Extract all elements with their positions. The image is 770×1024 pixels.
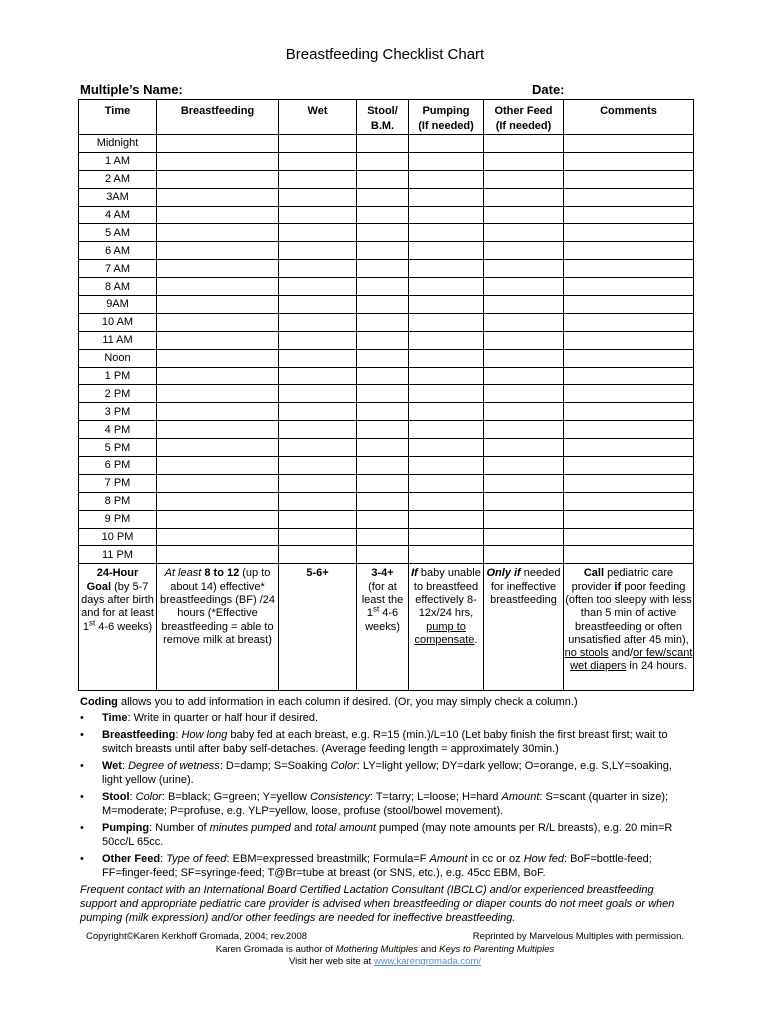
hour-row [79, 224, 694, 242]
hour-row [79, 474, 694, 492]
coding-stool: • Stool: Color: B=black; G=green; Y=yellow Consistency: T=tarry; L=loose; H=hard Amount: S=scant (quarter in size); M=moderate; P=profuse, e.g. YLP=yellow, loose, profuse (stool/bowel movement). [80, 791, 669, 817]
cell-wet[interactable] [279, 224, 357, 242]
cell-breastfeeding[interactable] [157, 546, 279, 564]
cell-comments[interactable] [564, 296, 694, 314]
coding-wet: • Wet: Degree of wetness: D=damp; S=Soaking Color: LY=light yellow; DY=dark yellow; O=orange, e.g. S,LY=soaking, light yellow (urine). [80, 760, 672, 786]
cell-wet[interactable] [279, 367, 357, 385]
col-header-stool: Stool/ B.M. [357, 100, 409, 135]
cell-stool[interactable] [357, 510, 409, 528]
hour-row [79, 152, 694, 170]
hour-row [79, 367, 694, 385]
cell-breastfeeding[interactable] [157, 492, 279, 510]
hour-row [79, 528, 694, 546]
cell-breastfeeding[interactable] [157, 135, 279, 153]
col-header-comments: Comments [564, 100, 694, 135]
cell-stool[interactable] [357, 206, 409, 224]
coding-intro: Coding allows you to add information in each column if desired. (Or, you may simply check a column.) [80, 696, 578, 708]
hour-label: 5 AM [79, 224, 157, 242]
cell-other-feed[interactable] [484, 260, 564, 278]
hour-label: 4 PM [79, 421, 157, 439]
cell-pumping[interactable] [409, 528, 484, 546]
cell-other-feed[interactable] [484, 403, 564, 421]
cell-wet[interactable] [279, 170, 357, 188]
cell-comments[interactable] [564, 528, 694, 546]
cell-other-feed[interactable] [484, 331, 564, 349]
cell-other-feed[interactable] [484, 152, 564, 170]
cell-stool[interactable] [357, 474, 409, 492]
cell-stool[interactable] [357, 457, 409, 475]
cell-breastfeeding[interactable] [157, 421, 279, 439]
cell-other-feed[interactable] [484, 385, 564, 403]
cell-pumping[interactable] [409, 135, 484, 153]
hour-label: 1 AM [79, 152, 157, 170]
hour-label: 8 PM [79, 492, 157, 510]
goal-other-feed-cell: Only if needed for ineffective breastfeeding [484, 564, 564, 691]
hour-row [79, 331, 694, 349]
coding-list [80, 711, 690, 880]
cell-breastfeeding[interactable] [157, 206, 279, 224]
coding-other-feed: • Other Feed: Type of feed: EBM=expressed breastmilk; Formula=F Amount in cc or oz How fed: BoF=bottle-feed; FF=finger-feed; SF=syringe-feed; T@Br=tube at breast (or SNS, etc.), e.g. 45cc EBM, BoF. [80, 853, 652, 879]
checklist-table [78, 99, 694, 691]
cell-stool[interactable] [357, 367, 409, 385]
cell-breastfeeding[interactable] [157, 260, 279, 278]
cell-other-feed[interactable] [484, 439, 564, 457]
cell-comments[interactable] [564, 546, 694, 564]
cell-stool[interactable] [357, 152, 409, 170]
cell-other-feed[interactable] [484, 457, 564, 475]
website-line: Visit her web site at www.karengromada.com/ [288, 956, 482, 967]
cell-other-feed[interactable] [484, 135, 564, 153]
cell-other-feed[interactable] [484, 528, 564, 546]
coding-section [80, 695, 690, 925]
cell-wet[interactable] [279, 546, 357, 564]
cell-breastfeeding[interactable] [157, 224, 279, 242]
cell-stool[interactable] [357, 278, 409, 296]
cell-wet[interactable] [279, 296, 357, 314]
col-header-other-feed: Other Feed (If needed) [484, 100, 564, 135]
cell-stool[interactable] [357, 242, 409, 260]
hour-label: 5 PM [79, 439, 157, 457]
cell-stool[interactable] [357, 135, 409, 153]
cell-pumping[interactable] [409, 457, 484, 475]
cell-wet[interactable] [279, 474, 357, 492]
hour-row [79, 457, 694, 475]
hour-row [79, 421, 694, 439]
cell-pumping[interactable] [409, 170, 484, 188]
hour-label: 3 PM [79, 403, 157, 421]
cell-comments[interactable] [564, 260, 694, 278]
cell-stool[interactable] [357, 188, 409, 206]
coding-pumping: • Pumping: Number of minutes pumped and total amount pumped (may note amounts per R/L breasts), e.g. 20 min=R 50cc/L 65cc. [80, 822, 673, 848]
cell-comments[interactable] [564, 349, 694, 367]
hour-label: 3AM [79, 188, 157, 206]
hour-row [79, 170, 694, 188]
cell-wet[interactable] [279, 457, 357, 475]
cell-pumping[interactable] [409, 510, 484, 528]
cell-wet[interactable] [279, 421, 357, 439]
col-header-pumping: Pumping (If needed) [409, 100, 484, 135]
ibclc-note: Frequent contact with an International Board Certified Lactation Consultant (IBCLC) and/or experienced breastfeeding support and appropriate pediatric care provider is advised when breastfeeding or diaper counts do not meet goals or when pumping (milk expression) and/or other feedings are needed for ineffective breastfeeding. [80, 884, 675, 924]
cell-stool[interactable] [357, 492, 409, 510]
col-header-wet: Wet [279, 100, 357, 135]
hour-row [79, 296, 694, 314]
cell-breastfeeding[interactable] [157, 188, 279, 206]
hour-label: 9AM [79, 296, 157, 314]
cell-stool[interactable] [357, 546, 409, 564]
hour-label: 11 PM [79, 546, 157, 564]
page-title: Breastfeeding Checklist Chart [285, 46, 485, 63]
cell-stool[interactable] [357, 170, 409, 188]
hour-row [79, 313, 694, 331]
cell-comments[interactable] [564, 421, 694, 439]
hour-label: Noon [79, 349, 157, 367]
hour-label: 10 PM [79, 528, 157, 546]
cell-wet[interactable] [279, 349, 357, 367]
cell-other-feed[interactable] [484, 206, 564, 224]
cell-wet[interactable] [279, 242, 357, 260]
cell-comments[interactable] [564, 188, 694, 206]
hour-label: 4 AM [79, 206, 157, 224]
copyright-text: Copyright©Karen Kerkhoff Gromada, 2004; rev.2008 [86, 931, 308, 942]
cell-comments[interactable] [564, 367, 694, 385]
hour-label: Midnight [79, 135, 157, 153]
coding-time: • Time: Write in quarter or half hour if desired. [80, 712, 319, 724]
cell-pumping[interactable] [409, 224, 484, 242]
cell-pumping[interactable] [409, 242, 484, 260]
cell-pumping[interactable] [409, 152, 484, 170]
cell-wet[interactable] [279, 510, 357, 528]
cell-wet[interactable] [279, 331, 357, 349]
hour-label: 8 AM [79, 278, 157, 296]
cell-stool[interactable] [357, 260, 409, 278]
cell-wet[interactable] [279, 152, 357, 170]
cell-stool[interactable] [357, 224, 409, 242]
cell-wet[interactable] [279, 188, 357, 206]
cell-stool[interactable] [357, 421, 409, 439]
cell-stool[interactable] [357, 331, 409, 349]
hour-row [79, 492, 694, 510]
cell-other-feed[interactable] [484, 474, 564, 492]
hour-row [79, 349, 694, 367]
cell-other-feed[interactable] [484, 242, 564, 260]
cell-pumping[interactable] [409, 385, 484, 403]
cell-wet[interactable] [279, 492, 357, 510]
cell-comments[interactable] [564, 278, 694, 296]
header-row [79, 100, 694, 135]
cell-pumping[interactable] [409, 313, 484, 331]
cell-pumping[interactable] [409, 474, 484, 492]
cell-pumping[interactable] [409, 403, 484, 421]
footer [80, 931, 690, 969]
cell-pumping[interactable] [409, 188, 484, 206]
hour-label: 6 PM [79, 457, 157, 475]
hour-label: 11 AM [79, 331, 157, 349]
hour-label: 7 PM [79, 474, 157, 492]
cell-comments[interactable] [564, 474, 694, 492]
cell-other-feed[interactable] [484, 492, 564, 510]
cell-wet[interactable] [279, 206, 357, 224]
goal-time-cell: 24-Hour Goal (by 5-7 days after birth and for at least 1st 4-6 weeks) [79, 564, 157, 691]
goal-row [79, 564, 694, 691]
cell-wet[interactable] [279, 528, 357, 546]
cell-other-feed[interactable] [484, 224, 564, 242]
cell-breastfeeding[interactable] [157, 403, 279, 421]
multiples-name-label: Multiple’s Name: [80, 82, 183, 97]
cell-comments[interactable] [564, 170, 694, 188]
hour-row [79, 260, 694, 278]
hour-label: 10 AM [79, 313, 157, 331]
cell-wet[interactable] [279, 439, 357, 457]
cell-breastfeeding[interactable] [157, 439, 279, 457]
goal-pumping-cell: If baby unable to breastfeed effectively 8-12x/24 hrs, pump to compensate. [409, 564, 484, 691]
cell-wet[interactable] [279, 278, 357, 296]
cell-wet[interactable] [279, 260, 357, 278]
hour-row [79, 135, 694, 153]
cell-stool[interactable] [357, 296, 409, 314]
cell-stool[interactable] [357, 385, 409, 403]
cell-wet[interactable] [279, 385, 357, 403]
hour-row [79, 188, 694, 206]
cell-other-feed[interactable] [484, 510, 564, 528]
hour-row [79, 278, 694, 296]
website-link[interactable]: www.karengromada.com/ [373, 956, 482, 967]
cell-pumping[interactable] [409, 367, 484, 385]
cell-pumping[interactable] [409, 331, 484, 349]
cell-other-feed[interactable] [484, 296, 564, 314]
cell-wet[interactable] [279, 135, 357, 153]
cell-pumping[interactable] [409, 206, 484, 224]
goal-stool-cell: 3-4+ (for at least the 1st 4-6 weeks) [357, 564, 409, 691]
cell-breastfeeding[interactable] [157, 474, 279, 492]
cell-comments[interactable] [564, 152, 694, 170]
coding-breastfeeding: • Breastfeeding: How long baby fed at each breast, e.g. R=15 (min.)/L=10 (Let baby finish the first breast first; wait to switch breasts until after baby self-detaches. (Average feeding length = approximately 30min.) [80, 729, 668, 755]
cell-comments[interactable] [564, 206, 694, 224]
hour-row [79, 385, 694, 403]
goal-comments-cell: Call pediatric care provider if poor feeding (often too sleepy with less than 5 min of active breastfeeding or often unsatisfied after 45 min), no stools and/or few/scant wet diapers in 24 hours. [564, 564, 694, 691]
goal-wet-cell: 5-6+ [279, 564, 357, 691]
cell-stool[interactable] [357, 349, 409, 367]
cell-pumping[interactable] [409, 421, 484, 439]
cell-pumping[interactable] [409, 296, 484, 314]
cell-breastfeeding[interactable] [157, 313, 279, 331]
hour-row [79, 510, 694, 528]
cell-comments[interactable] [564, 439, 694, 457]
cell-other-feed[interactable] [484, 349, 564, 367]
cell-breastfeeding[interactable] [157, 528, 279, 546]
cell-breastfeeding[interactable] [157, 242, 279, 260]
cell-comments[interactable] [564, 313, 694, 331]
hour-row [79, 206, 694, 224]
reprinted-text: Reprinted by Marvelous Multiples with permission. [472, 931, 684, 942]
cell-stool[interactable] [357, 528, 409, 546]
cell-comments[interactable] [564, 331, 694, 349]
cell-other-feed[interactable] [484, 421, 564, 439]
hour-row [79, 439, 694, 457]
cell-pumping[interactable] [409, 439, 484, 457]
cell-pumping[interactable] [409, 546, 484, 564]
col-header-breastfeeding: Breastfeeding [157, 100, 279, 135]
cell-pumping[interactable] [409, 260, 484, 278]
cell-breastfeeding[interactable] [157, 349, 279, 367]
hour-row [79, 403, 694, 421]
cell-other-feed[interactable] [484, 188, 564, 206]
goal-breastfeeding-cell: At least 8 to 12 (up to about 14) effective* breastfeedings (BF) /24 hours (*Effective breastfeeding = able to remove milk at breast) [157, 564, 279, 691]
author-line: Karen Gromada is author of Mothering Multiples and Keys to Parenting Multiples [215, 943, 555, 955]
cell-pumping[interactable] [409, 492, 484, 510]
cell-breastfeeding[interactable] [157, 457, 279, 475]
cell-breastfeeding[interactable] [157, 152, 279, 170]
cell-comments[interactable] [564, 242, 694, 260]
cell-other-feed[interactable] [484, 367, 564, 385]
hour-label: 6 AM [79, 242, 157, 260]
cell-other-feed[interactable] [484, 170, 564, 188]
cell-comments[interactable] [564, 385, 694, 403]
cell-stool[interactable] [357, 439, 409, 457]
cell-pumping[interactable] [409, 278, 484, 296]
cell-breastfeeding[interactable] [157, 170, 279, 188]
col-header-time: Time [79, 100, 157, 135]
cell-breastfeeding[interactable] [157, 510, 279, 528]
cell-comments[interactable] [564, 457, 694, 475]
cell-comments[interactable] [564, 492, 694, 510]
cell-breastfeeding[interactable] [157, 385, 279, 403]
cell-comments[interactable] [564, 403, 694, 421]
cell-breastfeeding[interactable] [157, 331, 279, 349]
hour-label: 1 PM [79, 367, 157, 385]
date-label: Date: [532, 82, 565, 97]
hour-label: 2 AM [79, 170, 157, 188]
cell-pumping[interactable] [409, 349, 484, 367]
hour-label: 7 AM [79, 260, 157, 278]
cell-breastfeeding[interactable] [157, 296, 279, 314]
cell-stool[interactable] [357, 403, 409, 421]
cell-wet[interactable] [279, 403, 357, 421]
cell-comments[interactable] [564, 224, 694, 242]
hour-label: 9 PM [79, 510, 157, 528]
cell-wet[interactable] [279, 313, 357, 331]
hour-row [79, 546, 694, 564]
cell-other-feed[interactable] [484, 313, 564, 331]
cell-other-feed[interactable] [484, 278, 564, 296]
cell-breastfeeding[interactable] [157, 367, 279, 385]
hour-label: 2 PM [79, 385, 157, 403]
cell-comments[interactable] [564, 510, 694, 528]
cell-stool[interactable] [357, 313, 409, 331]
hour-row [79, 242, 694, 260]
cell-comments[interactable] [564, 135, 694, 153]
cell-other-feed[interactable] [484, 546, 564, 564]
cell-breastfeeding[interactable] [157, 278, 279, 296]
